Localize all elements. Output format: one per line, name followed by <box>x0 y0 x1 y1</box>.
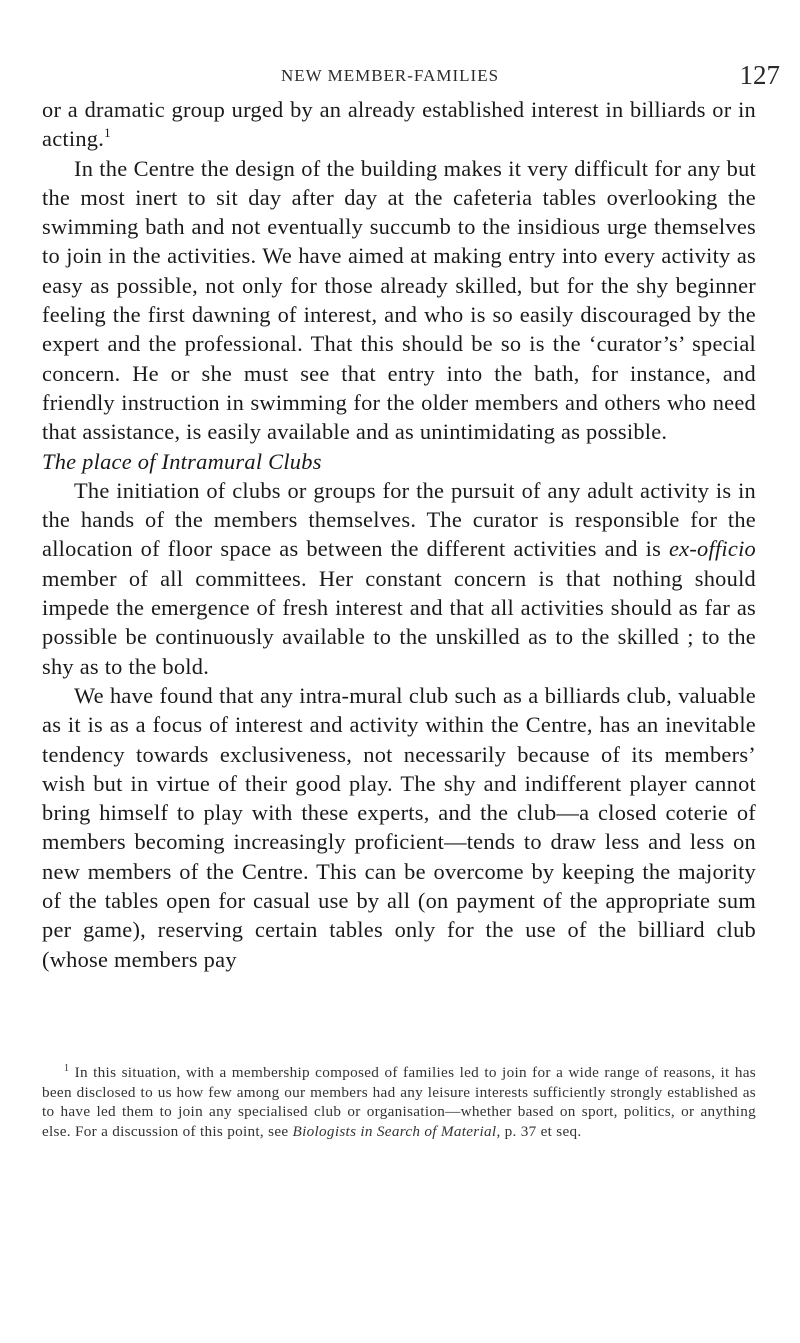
footnote-reference: 1 <box>104 125 111 141</box>
footnote-text <box>42 1063 756 1141</box>
running-title: NEW MEMBER-FAMILIES <box>280 66 500 85</box>
paragraph-3-text-b: member of all committees. Her constant concern is that nothing should impede the emergence of fresh interest and that all activities should as far as possible be continuously available to the unskilled as to the skilled ; to the shy as to the bold. <box>42 565 756 679</box>
paragraph-1 <box>42 95 756 154</box>
footnote-text-b: , p. 37 et seq. <box>496 1122 582 1140</box>
footnote <box>42 1063 756 1141</box>
running-header <box>40 60 780 100</box>
paragraph-1-text: or a dramatic group urged by an already established interest in billiards or in acting. <box>42 97 756 152</box>
paragraph-4: We have found that any intra-mural club such as a billiards club, valuable as it is as a focus of interest and activity within the Centre, has an inevitable tendency towards exclusiveness, not necessarily because of its members’ wish but in virtue of their good play. The shy and indifferent player cannot bring himself to play with these experts, and the club—a closed coterie of members becoming increasingly proficient—tends to draw less and less on new members of the Centre. This can be overcome by keeping the majority of the tables open for casual use by all (on payment of the appropriate sum per game), reserving certain tables only for the use of the billiard club (whose members pay <box>42 682 756 972</box>
cited-title: Biologists in Search of Material <box>292 1122 497 1140</box>
footnote-marker: 1 <box>64 1063 70 1074</box>
section-heading: The place of Intramural Clubs <box>42 448 322 474</box>
page-number: 127 <box>739 60 780 90</box>
paragraph-2: In the Centre the design of the building makes it very difficult for any but the most inert to sit day after day at the cafeteria tables overlooking the swimming bath and not eventually succumb to the insidious urge themselves to join in the activities. We have aimed at making entry into every activity as easy as possible, not only for those already skilled, but for the shy beginner feeling the first dawning of interest, and who is so easily discouraged by the expert and the professional. That this should be so is the ‘curator’s’ special concern. He or she must see that entry into the bath, for instance, and friendly instruction in swimming for the older members and others who need that assistance, is easily available and as unintimidating as possible. <box>42 155 756 445</box>
paragraph-3 <box>42 476 756 681</box>
footnote-text-a: In this situation, with a membership composed of families led to join for a wide range of reasons, it has been disclosed to us how few among our members had any leisure interests sufficiently strongly established as to have led them to join any specialised club or organisation—whether based on sport, politics, or anything else. For a discussion of this point, see <box>42 1064 756 1140</box>
paragraph-3-text-a: The initiation of clubs or groups for the pursuit of any adult activity is in the hands of the members themselves. The curator is responsible for the allocation of floor space as between the different activities and is <box>42 477 756 562</box>
latin-term: ex-officio <box>668 536 756 562</box>
body-text <box>42 95 756 974</box>
